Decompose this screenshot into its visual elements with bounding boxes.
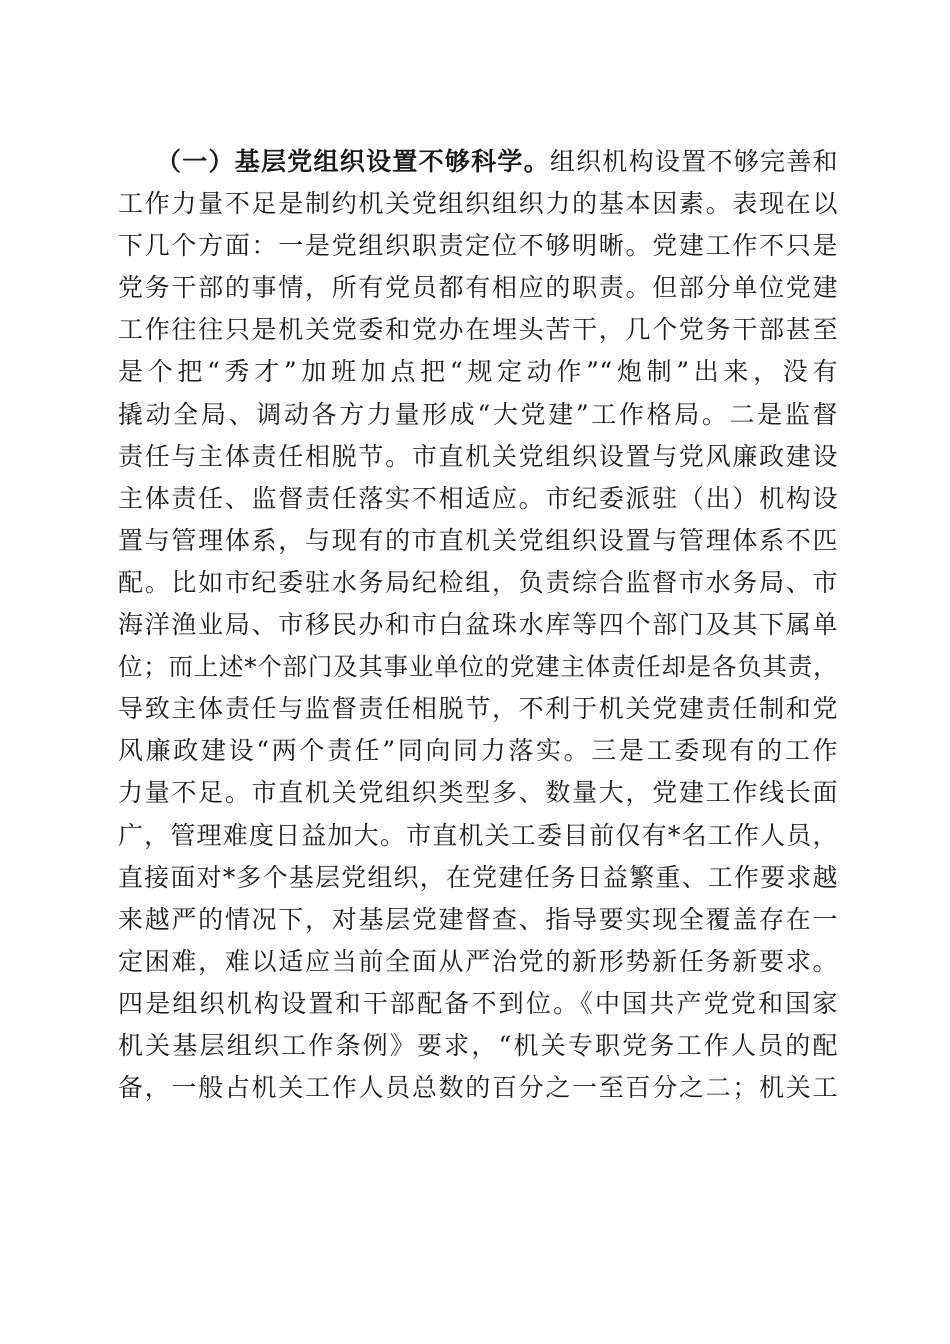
text-line-22: 机关基层组织工作条例》要求，“机关专职党务工作人员的配 [118, 1030, 838, 1060]
text-line-7: 撬动全局、调动各方力量形成“大党建”工作格局。二是监督 [118, 399, 838, 429]
text-line-12: 海洋渔业局、市移民办和市白盆珠水库等四个部门及其下属单 [118, 610, 838, 640]
text-line-8: 责任与主体责任相脱节。市直机关党组织设置与党风廉政建设 [118, 441, 838, 471]
text-line-3: 下几个方面：一是党组织职责定位不够明晰。党建工作不只是 [118, 231, 838, 261]
text-line-1-body: 组织机构设置不够完善和 [549, 147, 838, 176]
text-line-6: 是个把“秀才”加班加点把“规定动作”“炮制”出来，没有 [118, 357, 838, 387]
text-line-16: 力量不足。市直机关党组织类型多、数量大，党建工作线长面 [118, 778, 838, 808]
section-heading: （一）基层党组织设置不够科学。 [156, 147, 550, 176]
text-line-20: 定困难，难以适应当前全面从严治党的新形势新任务新要求。 [118, 946, 838, 976]
text-line-13: 位；而上述*个部门及其事业单位的党建主体责任却是各负其责， [118, 652, 838, 682]
text-line-2: 工作力量不足是制约机关党组织组织力的基本因素。表现在以 [118, 189, 838, 219]
body-paragraph [118, 141, 838, 1109]
text-line-11: 配。比如市纪委驻水务局纪检组，负责综合监督市水务局、市 [118, 567, 838, 597]
text-line-18: 直接面对*多个基层党组织，在党建任务日益繁重、工作要求越 [118, 862, 838, 892]
text-line-17: 广，管理难度日益加大。市直机关工委目前仅有*名工作人员， [118, 820, 838, 850]
text-line-1 [118, 141, 838, 183]
text-line-14: 导致主体责任与监督责任相脱节，不利于机关党建责任制和党 [118, 694, 838, 724]
text-line-4: 党务干部的事情，所有党员都有相应的职责。但部分单位党建 [118, 273, 838, 303]
text-line-21: 四是组织机构设置和干部配备不到位。《中国共产党党和国家 [118, 988, 838, 1018]
text-line-23: 备，一般占机关工作人员总数的百分之一至百分之二；机关工 [118, 1073, 838, 1103]
text-line-5: 工作往往只是机关党委和党办在埋头苦干，几个党务干部甚至 [118, 315, 838, 345]
text-line-9: 主体责任、监督责任落实不相适应。市纪委派驻（出）机构设 [118, 483, 838, 513]
text-line-15: 风廉政建设“两个责任”同向同力落实。三是工委现有的工作 [118, 736, 838, 766]
text-line-10: 置与管理体系，与现有的市直机关党组织设置与管理体系不匹 [118, 525, 838, 555]
text-line-19: 来越严的情况下，对基层党建督查、指导要实现全覆盖存在一 [118, 904, 838, 934]
